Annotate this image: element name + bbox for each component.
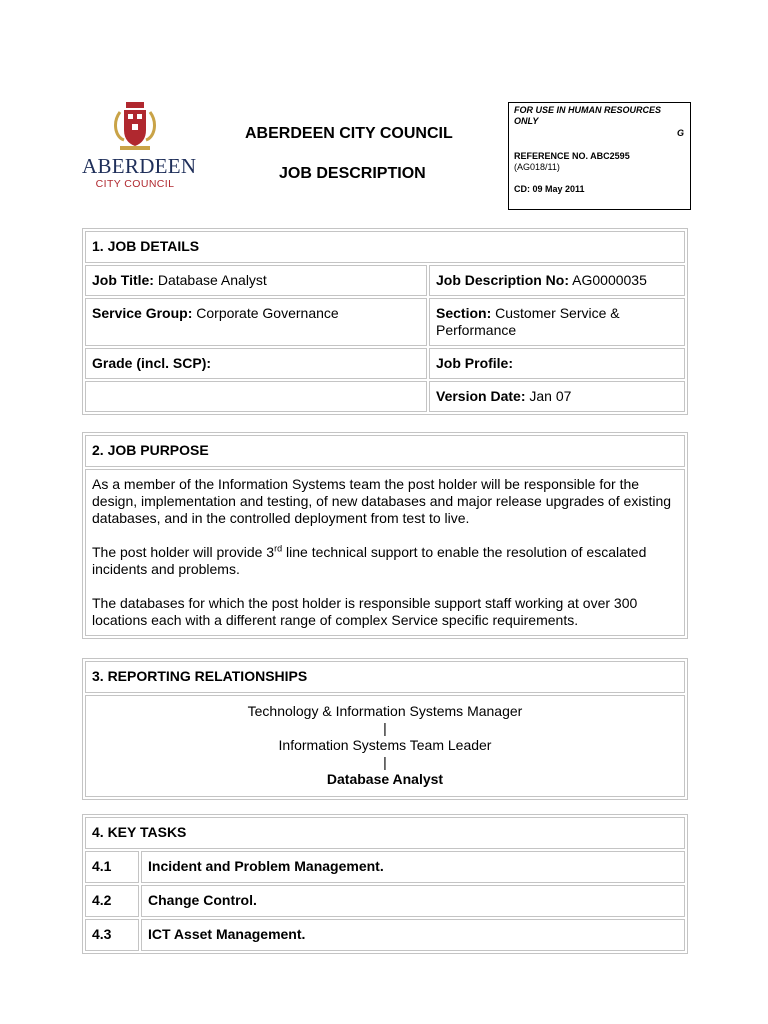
service-group-value: Corporate Governance <box>196 305 339 321</box>
reporting-table <box>82 658 688 800</box>
grade-label: Grade (incl. SCP): <box>85 348 427 379</box>
purpose-paragraph-3: The databases for which the post holder is responsible support staff working at over 300 locations each with a different range of complex Service specific requirements. <box>92 595 638 628</box>
hr-box-heading: FOR USE IN HUMAN RESOURCES ONLY <box>514 105 662 126</box>
reference-number: REFERENCE NO. ABC2595 <box>514 151 630 161</box>
job-details-table <box>82 228 688 415</box>
task-title: Change Control. <box>141 885 685 917</box>
job-details-heading: 1. JOB DETAILS <box>85 231 685 263</box>
hr-reference-box <box>508 102 691 210</box>
task-number: 4.2 <box>85 885 139 917</box>
document-title: JOB DESCRIPTION <box>279 165 426 182</box>
reporting-role: Database Analyst <box>326 771 444 787</box>
reporting-manager: Technology & Information Systems Manager <box>247 703 523 719</box>
jd-number-value: AG0000035 <box>572 272 647 288</box>
hr-grade-mark: G <box>676 128 684 138</box>
reporting-team-leader: Information Systems Team Leader <box>278 737 492 753</box>
section-value: Customer Service & Performance <box>436 305 620 338</box>
job-title-cell <box>85 265 427 296</box>
version-date-label: Version Date: <box>436 388 526 404</box>
purpose-paragraph-2: The post holder will provide 3rd line technical support to enable the resolution of escalated incidents and problems. <box>92 543 647 577</box>
logo-subtitle: CITY COUNCIL <box>95 178 175 190</box>
service-group-cell <box>85 298 427 346</box>
cd-date: CD: 09 May 2011 <box>514 184 585 194</box>
task-title: Incident and Problem Management. <box>141 851 685 883</box>
purpose-paragraph-1: As a member of the Information Systems team the post holder will be responsible for the design, implementation and testing, of new databases and major release upgrades of existing databases, and in the controlled deployment from test to live. <box>92 476 672 526</box>
key-tasks-table <box>82 814 688 954</box>
version-date-cell <box>429 381 685 412</box>
logo-wordmark: ABERDEEN <box>82 154 197 178</box>
jd-number-cell <box>429 265 685 296</box>
section-label: Section: <box>436 305 492 321</box>
reporting-chart <box>85 695 685 797</box>
job-profile-label: Job Profile: <box>429 348 685 379</box>
task-number: 4.3 <box>85 919 139 951</box>
reporting-heading: 3. REPORTING RELATIONSHIPS <box>85 661 685 693</box>
job-purpose-body <box>85 469 685 636</box>
council-logo <box>82 100 197 195</box>
ag-code: (AG018/11) <box>514 162 560 172</box>
job-title-value: Database Analyst <box>157 272 267 288</box>
reporting-separator-2: | <box>383 754 387 770</box>
service-group-label: Service Group: <box>92 305 193 321</box>
job-purpose-heading: 2. JOB PURPOSE <box>85 435 685 467</box>
jd-number-label: Job Description No: <box>436 272 570 288</box>
version-date-value: Jan 07 <box>529 388 572 404</box>
key-tasks-heading: 4. KEY TASKS <box>85 817 685 849</box>
section-cell <box>429 298 685 346</box>
reporting-separator-1: | <box>383 720 387 736</box>
job-purpose-table <box>82 432 688 639</box>
coat-of-arms-icon <box>110 100 160 154</box>
task-title: ICT Asset Management. <box>141 919 685 951</box>
task-number: 4.1 <box>85 851 139 883</box>
org-title: ABERDEEN CITY COUNCIL <box>245 125 453 142</box>
empty-cell <box>85 381 427 412</box>
job-title-label: Job Title: <box>92 272 154 288</box>
